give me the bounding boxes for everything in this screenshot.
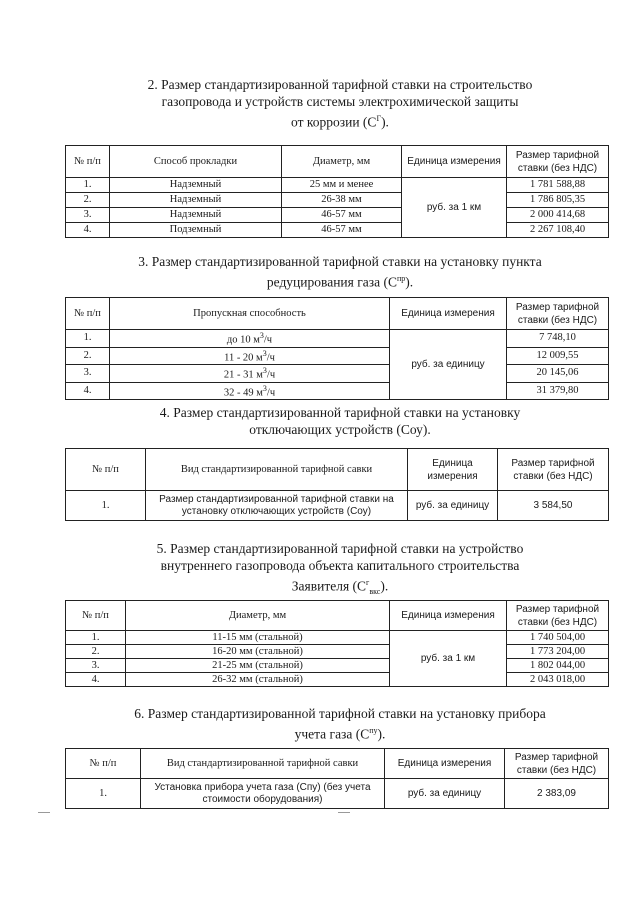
table-header-row [66, 146, 609, 178]
scan-mark [338, 812, 350, 813]
section5-table [65, 600, 609, 687]
table-row: 4. Подземный 46-57 мм 2 267 108,40 [66, 223, 609, 238]
header-unit: Единица измерения [402, 146, 507, 178]
header-rate: Размер тарифной ставки (без НДС) [505, 749, 609, 779]
section4-heading: 4. Размер стандартизированной тарифной ставки на установку отключающих устройств (Соу). [159, 405, 521, 437]
header-diameter: Диаметр, мм [282, 146, 402, 178]
header-diameter: Диаметр, мм [126, 601, 390, 631]
table-row: 2. 11 - 20 $м^3/ч$ 12 009,55 [66, 347, 609, 365]
table-row: 1. 11-15 мм (стальной) руб. за 1 км 1 740 504,00 [66, 631, 609, 645]
table-row: 1. Установка прибора учета газа (Спу) (без учета стоимости оборудования) руб. за единицу 2 383,09 [66, 779, 609, 809]
table-row: 4. 26-32 мм (стальной) 2 043 018,00 [66, 673, 609, 687]
table-row: 1. Размер стандартизированной тарифной ставки на установку отключающих устройств (Соу) руб. за единицу 3 584,50 [66, 491, 609, 521]
header-unit: Единица измерения [390, 601, 507, 631]
section2-heading: 2. Размер стандартизированной тарифной ставки на строительство газопровода и устройств системы электрохимической защиты от коррозии $(С^Г)$. [147, 77, 533, 130]
header-rate: Размер тарифной ставки (без НДС) [507, 601, 609, 631]
header-method: Способ прокладки [110, 146, 282, 178]
section5-heading: 5. Размер стандартизированной тарифной ставки на устройство внутреннего газопровода объекта капитального строительства Заявителя $(С^г_{вкс})$. [156, 541, 524, 597]
table-row: 3. 21 - 31 $м^3/ч$ 20 145,06 [66, 365, 609, 383]
header-kind: Вид стандартизированной тарифной савки [141, 749, 385, 779]
header-num: № п/п [66, 146, 110, 178]
section6-table [65, 748, 609, 809]
header-num: № п/п [66, 749, 141, 779]
table-header-row [66, 749, 609, 779]
table-row: 1. до 10 $м^3/ч$ руб. за единицу 7 748,10 [66, 330, 609, 348]
section3-heading: 3. Размер стандартизированной тарифной ставки на установку пункта редуцирования газа $(С^{пр})$. [138, 254, 542, 290]
section4-table [65, 448, 609, 521]
header-rate: Размер тарифной ставки (без НДС) [498, 449, 609, 491]
section6-heading: 6. Размер стандартизированной тарифной ставки на установку прибора учета газа $(С^{пу})$. [134, 706, 546, 742]
table-row: 3. 21-25 мм (стальной) 1 802 044,00 [66, 659, 609, 673]
table-row: 3. Надземный 46-57 мм 2 000 414,68 [66, 208, 609, 223]
unit-cell: руб. за единицу [390, 330, 507, 400]
header-rate: Размер тарифной ставки (без НДС) [507, 298, 609, 330]
unit-cell: руб. за 1 км [402, 178, 507, 238]
table-row: 1. Надземный 25 мм и менее руб. за 1 км 1 781 588,88 [66, 178, 609, 193]
header-num: № п/п [66, 298, 110, 330]
section2-table [65, 145, 609, 238]
table-row: 2. Надземный 26-38 мм 1 786 805,35 [66, 193, 609, 208]
header-capacity: Пропускная способность [110, 298, 390, 330]
table-header-row [66, 449, 609, 491]
header-num: № п/п [66, 449, 146, 491]
table-header-row [66, 298, 609, 330]
section3-table [65, 297, 609, 400]
header-unit: Единица измерения [390, 298, 507, 330]
table-header-row [66, 601, 609, 631]
scan-mark [38, 812, 50, 813]
header-kind: Вид стандартизированной тарифной савки [146, 449, 408, 491]
header-num: № п/п [66, 601, 126, 631]
header-rate: Размер тарифной ставки (без НДС) [507, 146, 609, 178]
table-row: 2. 16-20 мм (стальной) 1 773 204,00 [66, 645, 609, 659]
unit-cell: руб. за 1 км [390, 631, 507, 687]
table-row: 4. 32 - 49 $м^3/ч$ 31 379,80 [66, 382, 609, 400]
header-unit: Единица измерения [408, 449, 498, 491]
header-unit: Единица измерения [385, 749, 505, 779]
